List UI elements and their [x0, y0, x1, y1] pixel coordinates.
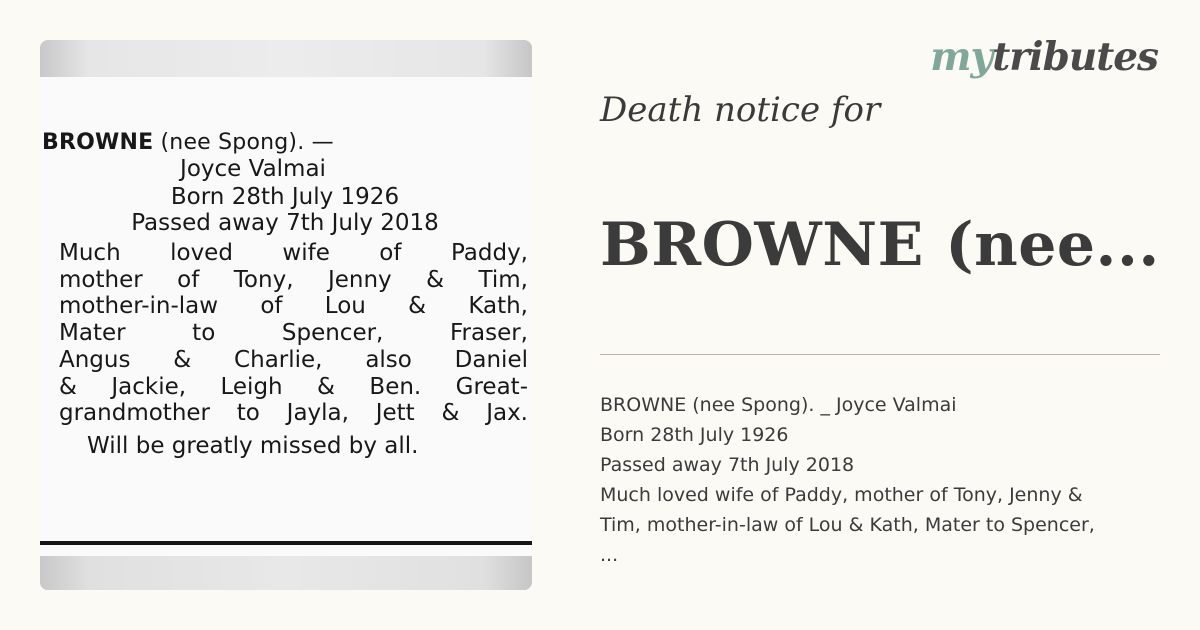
notice-given-names: Joyce Valmai [180, 156, 326, 182]
page-title: BROWNE (nee... [600, 210, 1160, 280]
logo-prefix: my [930, 34, 993, 80]
notice-body-line: Angus & Charlie, also Daniel [59, 346, 528, 373]
excerpt-line: Much loved wife of Paddy, mother of Tony, Jenny & [600, 484, 1083, 506]
notice-bottom-rule [40, 541, 532, 545]
notice-heading-rest: (nee Spong). — [153, 130, 334, 155]
notice-body-line: Much loved wife of Paddy, [59, 240, 528, 266]
notice-surname: BROWNE [42, 130, 154, 155]
excerpt-line: BROWNE (nee Spong). _ Joyce Valmai [600, 394, 957, 416]
excerpt-ellipsis: ... [600, 544, 619, 566]
notice-body-line: grandmother to Jayla, Jett & Jax. [59, 400, 528, 427]
notice-text-block [42, 130, 528, 459]
divider [600, 354, 1160, 355]
notice-passed: Passed away 7th July 2018 [131, 210, 439, 236]
death-notice-image [40, 40, 532, 590]
notice-closing: Will be greatly missed by all. [87, 432, 419, 459]
notice-bottom-strip [40, 556, 532, 590]
excerpt-line: Tim, mother-in-law of Lou & Kath, Mater to Spencer, [600, 514, 1095, 536]
logo-suffix: tributes [992, 34, 1158, 80]
notice-body-line: mother of Tony, Jenny & Tim, [59, 266, 528, 293]
notice-heading [42, 130, 528, 156]
notice-excerpt [600, 390, 1160, 570]
notice-body-line: & Jackie, Leigh & Ben. Great- [59, 373, 528, 400]
notice-born: Born 28th July 1926 [170, 184, 400, 210]
excerpt-line: Born 28th July 1926 [600, 424, 789, 446]
notice-body-line: mother-in-law of Lou & Kath, [59, 293, 528, 320]
mytributes-logo[interactable] [930, 34, 1158, 80]
page-subtitle: Death notice for [600, 90, 881, 130]
excerpt-line: Passed away 7th July 2018 [600, 454, 855, 476]
notice-body-line: Mater to Spencer, Fraser, [59, 320, 528, 347]
